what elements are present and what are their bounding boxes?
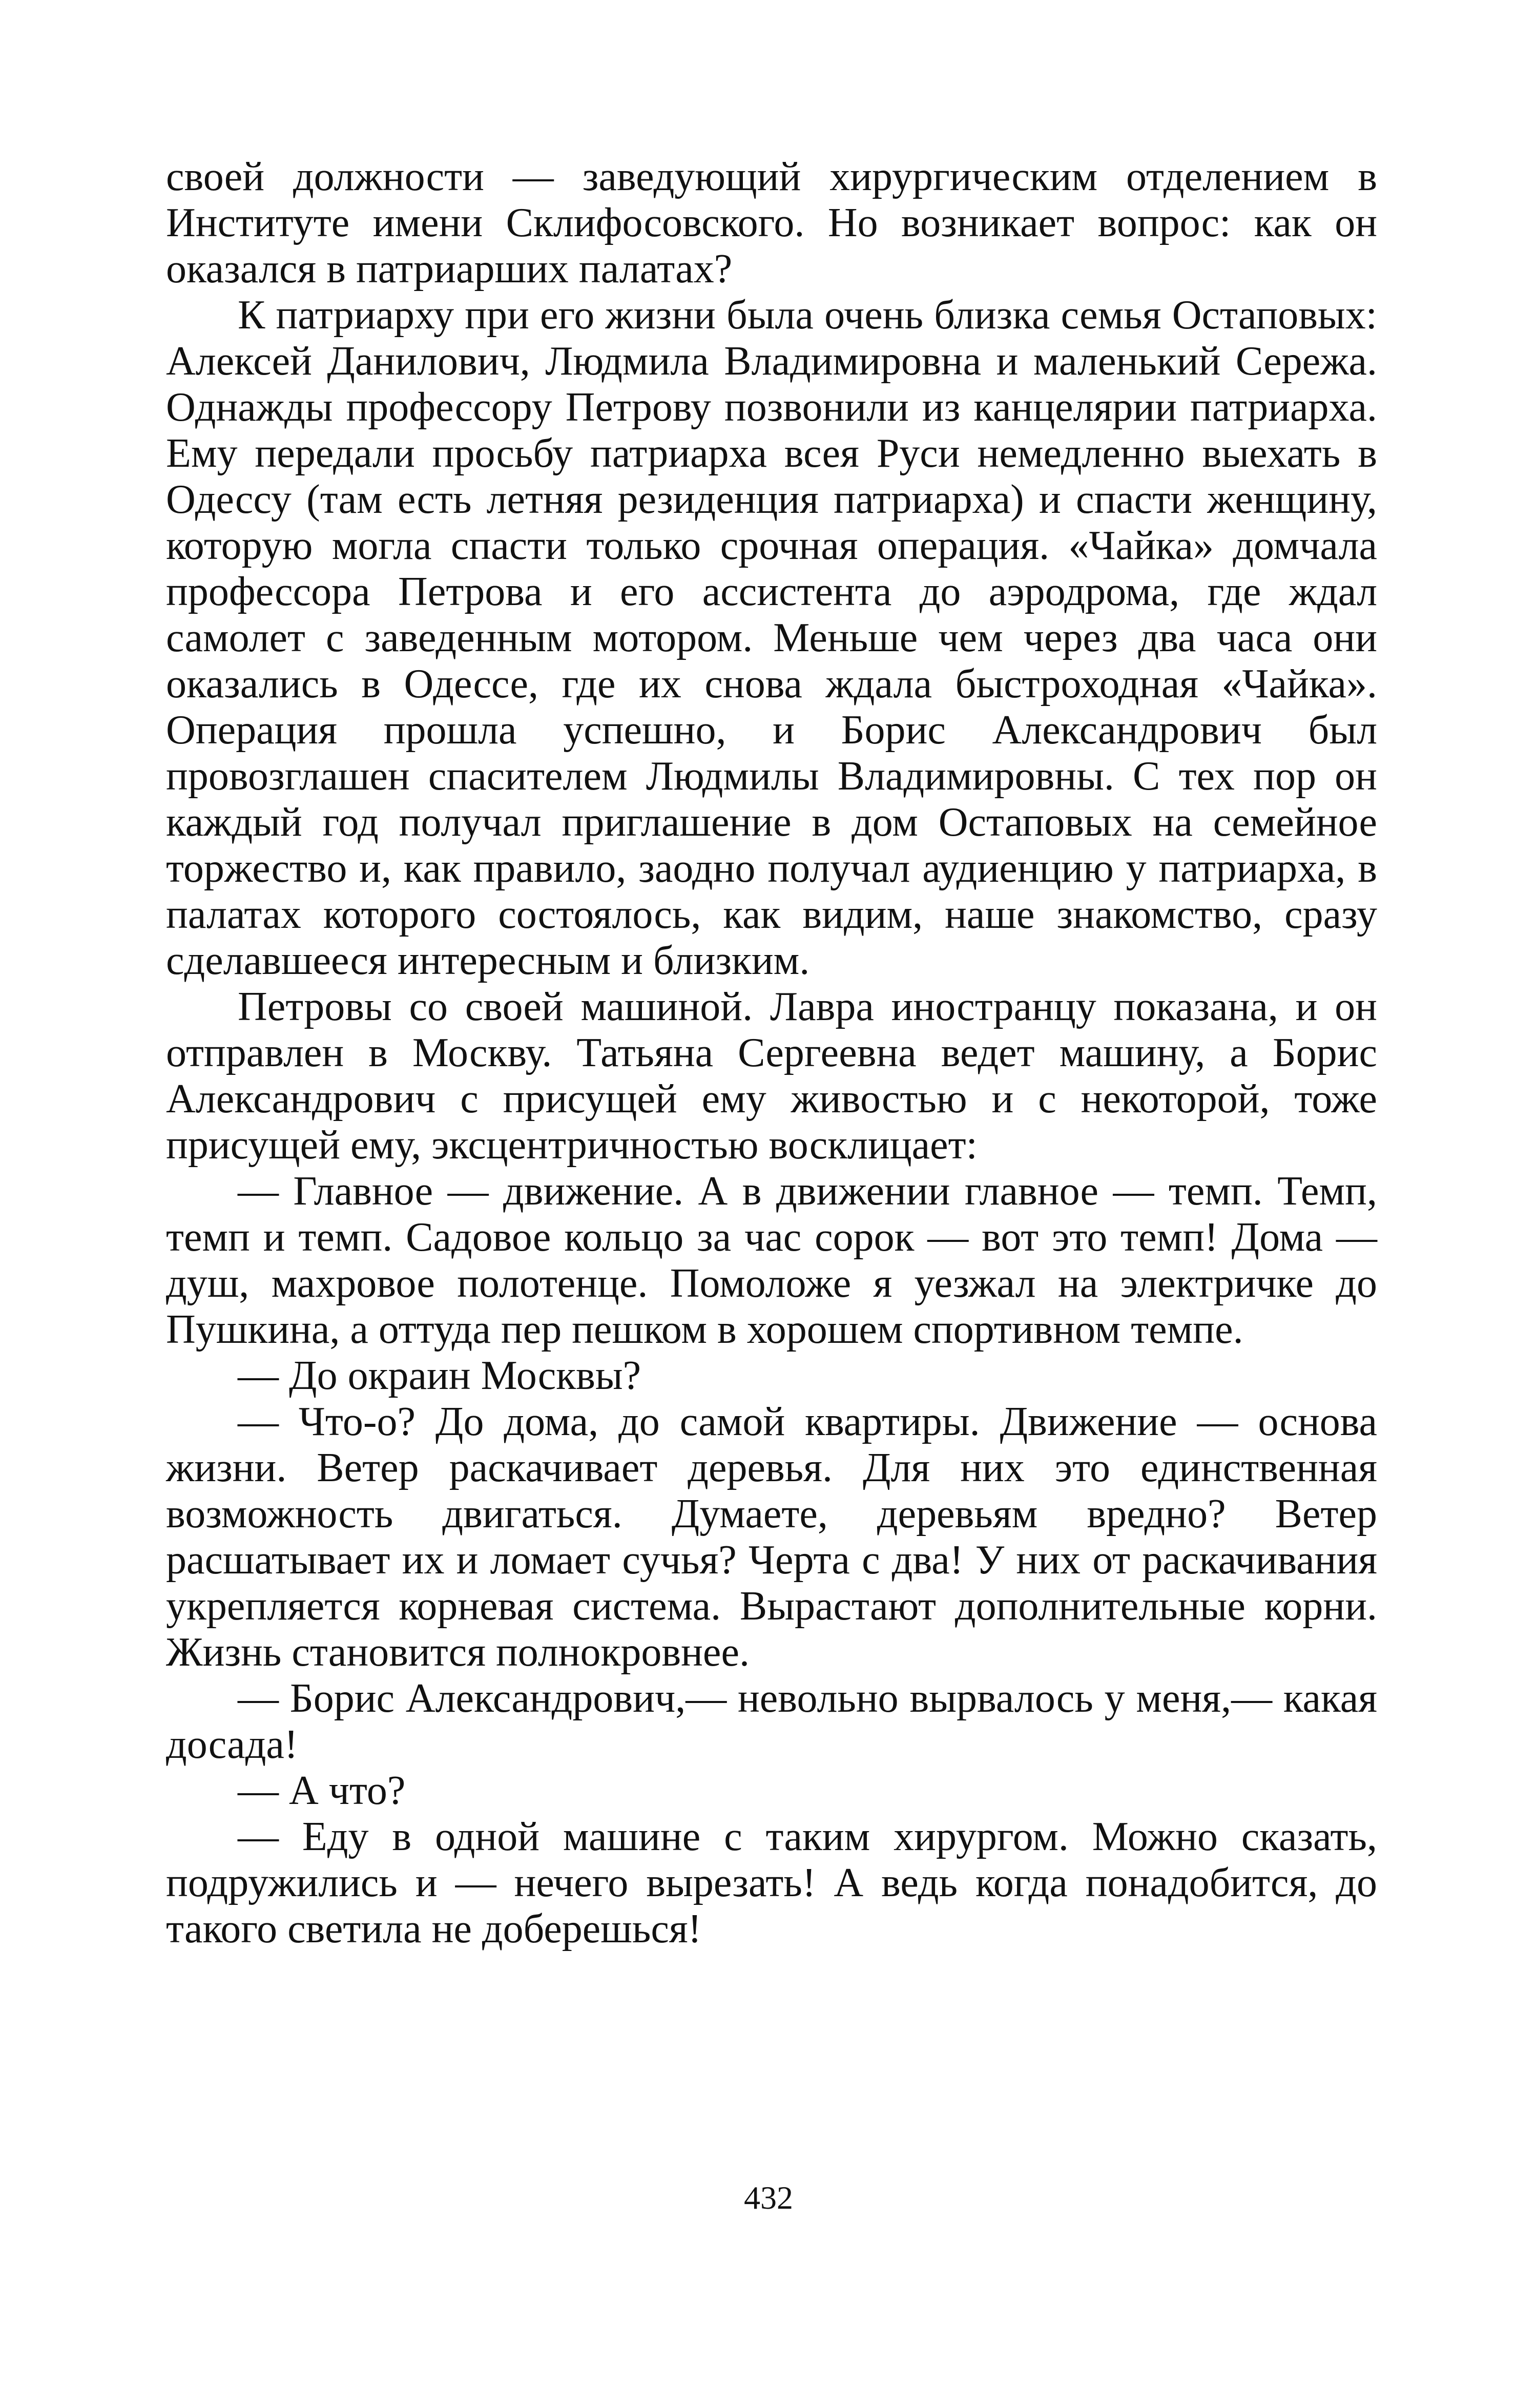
paragraph: Петровы со своей машиной. Лавра иностранцу показана, и он отправлен в Москву. Татьяна Сергеевна ведет машину, а Борис Александрович с присущей ему живостью и с некоторой, тоже присущей ему, эксцентричностью восклицает: — [166, 984, 1377, 1168]
dialogue-line: — Что-о? До дома, до самой квартиры. Движение — основа жизни. Ветер раскачивает деревья. Для них это единственная возможность двигаться. Думаете, деревьям вредно? Ветер расшатывает их и ломает сучья? Черта с два! У них от раскачивания укрепляется корневая система. Вырастают дополнительные корни. Жизнь становится полнокровнее. — [166, 1399, 1377, 1675]
dialogue-line: — Главное — движение. А в движении главное — темп. Темп, темп и темп. Садовое кольцо за час сорок — вот это темп! Дома — душ, махровое полотенце. Помоложе я уезжал на электричке до Пушкина, а оттуда пер пешком в хорошем спортивном темпе. — [166, 1169, 1377, 1352]
dialogue-line: — А что? — [238, 1768, 406, 1813]
page-number: 432 — [744, 2179, 793, 2216]
paragraph-continuation: своей должности — заведующий хирургическим отделением в Институте имени Склифосовского. Но возникает вопрос: как он оказался в патриарших палатах? — [166, 154, 1377, 292]
dialogue-line: — Еду в одной машине с таким хирургом. Можно сказать, подружились и — нечего вырезать! А ведь когда понадобится, до такого светила не доберешься! — [166, 1814, 1377, 1952]
dialogue-line: — До окраин Москвы? — [238, 1353, 641, 1398]
dialogue-line: — Борис Александрович,— невольно вырвалось у меня,— какая досада! — [166, 1676, 1377, 1767]
paragraph: К патриарху при его жизни была очень близка семья Остаповых: Алексей Данилович, Людмила Владимировна и маленький Сережа. Однажды профессору Петрову позвонили из канцелярии патриарха. Ему передали просьбу патриарха всея Руси немедленно выехать в Одессу (там есть летняя резиденция патриарха) и спасти женщину, которую могла спасти только срочная операция. «Чайка» домчала профессора Петрова и его ассистента до аэродрома, где ждал самолет с заведенным мотором. Меньше чем через два часа они оказались в Одессе, где их снова ждала быстроходная «Чайка». Операция прошла успешно, и Борис Александрович был провозглашен спасителем Людмилы Владимировны. С тех пор он каждый год получал приглашение в дом Остаповых на семейное торжество и, как правило, заодно получал аудиенцию у патриарха, в палатах которого состоялось, как видим, наше знакомство, сразу сделавшееся интересным и близким. — [166, 293, 1377, 983]
body-text — [166, 154, 1377, 1952]
